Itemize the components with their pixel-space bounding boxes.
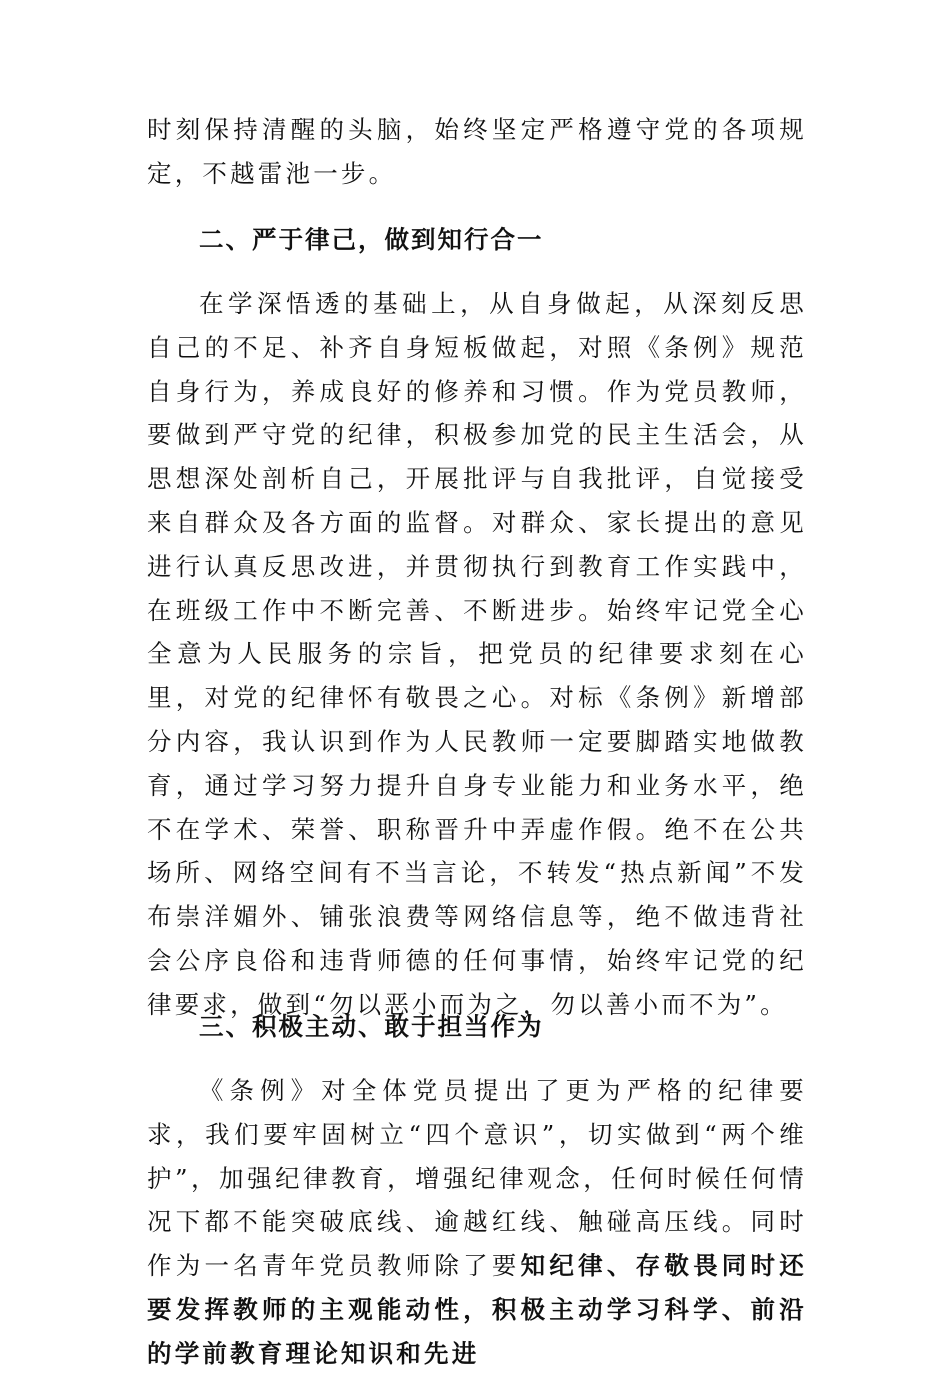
paragraph-section-3-bold-text: 知纪律、存敬畏同时还要发挥教师的主观能动性，积极主动学习科学、前沿的学前教育理论知识和先进 <box>147 1251 807 1368</box>
paragraph-section-3 <box>147 1069 807 1376</box>
paragraph-section-3-text: 《条例》对全体党员提出了更为严格的纪律要求，我们要牢固树立“四个意识”，切实做到“两个维护”，加强纪律教育，增强纪律观念，任何时候任何情况下都不能突破底线、逾越红线、触碰高压线。同时作为一名青年党员教师除了要 <box>147 1076 807 1281</box>
section-heading-2: 二、严于律己，做到知行合一 <box>199 225 544 254</box>
paragraph-section-2: 在学深悟透的基础上，从自身做起，从深刻反思自己的不足、补齐自身短板做起，对照《条例》规范自身行为，养成良好的修养和习惯。作为党员教师，要做到严守党的纪律，积极参加党的民主生活会，从思想深处剖析自己，开展批评与自我批评，自觉接受来自群众及各方面的监督。对群众、家长提出的意见进行认真反思改进，并贯彻执行到教育工作实践中，在班级工作中不断完善、不断进步。始终牢记党全心全意为人民服务的宗旨，把党员的纪律要求刻在心里，对党的纪律怀有敬畏之心。对标《条例》新增部分内容，我认识到作为人民教师一定要脚踏实地做教育，通过学习努力提升自身专业能力和业务水平，绝不在学术、荣誉、职称晋升中弄虚作假。绝不在公共场所、网络空间有不当言论，不转发“热点新闻”不发布崇洋媚外、铺张浪费等网络信息等，绝不做违背社会公序良俗和违背师德的任何事情，始终牢记党的纪律要求，做到“勿以恶小而为之，勿以善小而不为”。 <box>147 289 807 1019</box>
paragraph-continuation: 时刻保持清醒的头脑，始终坚定严格遵守党的各项规定，不越雷池一步。 <box>147 115 807 188</box>
section-heading-3: 三、积极主动、敢于担当作为 <box>199 1012 544 1041</box>
